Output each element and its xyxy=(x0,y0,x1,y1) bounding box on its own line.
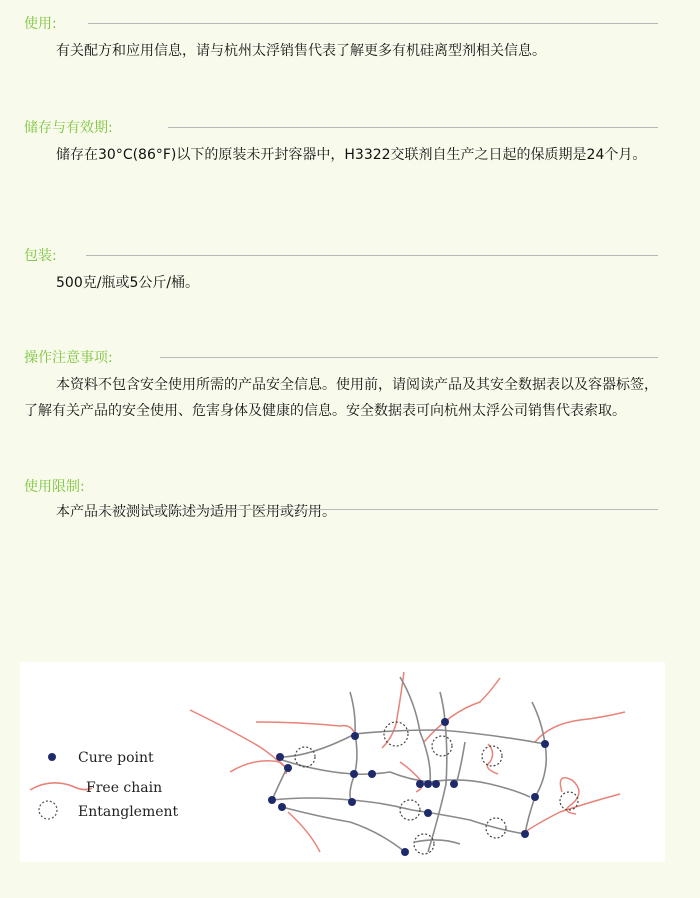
cure-point xyxy=(432,780,440,788)
network-chain xyxy=(282,807,405,852)
network-chain xyxy=(280,730,545,757)
cure-point xyxy=(424,809,432,817)
section-body: 有关配方和应用信息，请与杭州太浮销售代表了解更多有机硅离型剂相关信息。 xyxy=(56,43,546,59)
legend-entanglement-icon xyxy=(39,801,57,819)
network-chain xyxy=(272,770,286,800)
cure-point xyxy=(350,770,358,778)
legend-free-chain-label: Free chain xyxy=(86,780,163,796)
free-chain xyxy=(382,672,404,748)
section-body: 本产品未被测试或陈述为适用于医用或药用。 xyxy=(56,504,336,520)
cure-point xyxy=(531,793,539,801)
heading-divider xyxy=(168,127,658,128)
free-chain xyxy=(487,744,498,774)
network-chain xyxy=(272,798,525,834)
cure-point xyxy=(450,780,458,788)
section-packaging xyxy=(0,246,700,296)
section-body: 储存在30°C(86°F)以下的原装未开封容器中，H3322交联剂自生产之日起的保质期是24个月。 xyxy=(56,147,647,163)
network-chain xyxy=(415,840,460,844)
cure-point xyxy=(351,732,359,740)
section-heading: 使用: xyxy=(24,16,57,32)
cure-point xyxy=(276,753,284,761)
cure-point xyxy=(401,848,409,856)
heading-divider xyxy=(88,23,658,24)
free-chain xyxy=(535,712,625,742)
section-heading: 使用限制: xyxy=(24,479,85,495)
free-chain xyxy=(288,812,320,852)
cure-point xyxy=(541,740,549,748)
free-chain xyxy=(230,761,286,774)
section-storage xyxy=(0,118,700,168)
cure-point xyxy=(368,770,376,778)
legend-free-chain-icon xyxy=(30,783,92,790)
section-heading: 储存与有效期: xyxy=(24,120,113,136)
legend-entanglement-label: Entanglement xyxy=(78,804,179,820)
section-limitations xyxy=(0,477,700,525)
free-chains xyxy=(190,672,625,852)
section-heading: 操作注意事项: xyxy=(24,350,113,366)
cure-point xyxy=(424,780,432,788)
cure-point xyxy=(268,796,276,804)
heading-divider xyxy=(86,255,658,256)
network-chains xyxy=(272,677,546,852)
free-chain xyxy=(190,710,290,772)
section-usage xyxy=(0,14,700,64)
section-body: 500克/瓶或5公斤/桶。 xyxy=(56,275,200,291)
legend-cure-point-icon xyxy=(48,753,56,761)
cure-point xyxy=(416,780,424,788)
network-chain xyxy=(440,692,445,722)
network-diagram xyxy=(20,662,665,862)
cure-point xyxy=(441,718,449,726)
section-heading: 包装: xyxy=(24,248,57,264)
cure-point xyxy=(278,803,286,811)
heading-divider xyxy=(100,509,658,510)
legend-cure-point-label: Cure point xyxy=(78,750,154,766)
network-chain xyxy=(350,734,357,802)
entanglement-marker xyxy=(432,736,452,756)
cure-point xyxy=(284,764,292,772)
cure-point xyxy=(348,798,356,806)
cure-point xyxy=(521,830,529,838)
heading-divider xyxy=(160,357,658,358)
section-body: 本资料不包含安全使用所需的产品安全信息。使用前，请阅读产品及其安全数据表以及容器标签，了解有关产品的安全使用、危害身体及健康的信息。安全数据表可向杭州太浮公司销售代表索取。 xyxy=(24,377,658,419)
section-handling xyxy=(0,348,700,424)
crosslink-network-figure xyxy=(20,662,665,862)
free-chain xyxy=(256,722,354,732)
network-chain xyxy=(456,742,465,784)
